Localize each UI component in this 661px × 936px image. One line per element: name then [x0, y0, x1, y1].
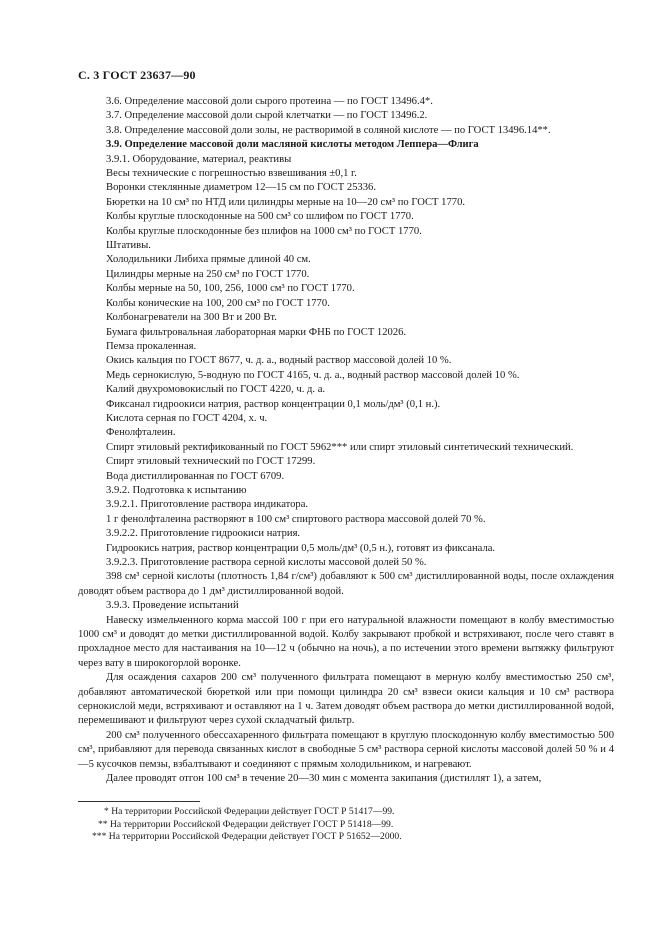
document-body [78, 95, 614, 787]
text-line: Холодильники Либиха прямые длиной 40 см. [106, 254, 311, 266]
text-line: Колбы мерные на 50, 100, 256, 1000 см³ по ГОСТ 1770. [106, 283, 355, 295]
text-line: Цилиндры мерные на 250 см³ по ГОСТ 1770. [106, 268, 310, 280]
paragraph: Для осаждения сахаров 200 см³ полученного фильтрата помещают в мерную колбу вместимостью 250 см³, добавляют автоматической бюреткой или при помощи цилиндра 20 см³ взвеси окиси кальция и 10 см³ раствора сернокислой меди, встряхивают и оставляют на 1 ч. Затем доводят объем раствора до метки дистиллированной водой, перемешивают и фильтруют через сухой складчатый фильтр. [78, 672, 614, 727]
text-line: 3.9.2. Подготовка к испытанию [106, 484, 247, 496]
page-header: С. 3 ГОСТ 23637—90 [78, 68, 196, 82]
text-line: Калий двухромовокислый по ГОСТ 4220, ч. д. а. [106, 384, 326, 396]
text-line: 3.6. Определение массовой доли сырого протеина — по ГОСТ 13496.4*. [106, 96, 433, 107]
section-heading: 3.9. Определение массовой доли масляной кислоты методом Леппера—Флига [106, 139, 479, 151]
text-line: 3.7. Определение массовой доли сырой клетчатки — по ГОСТ 13496.2. [106, 110, 428, 122]
paragraph: 398 см³ серной кислоты (плотность 1,84 г/см³) добавляют к 500 см³ дистиллированной воды, после охлаждения доводят объем раствора до 1 дм³ дистиллированной водой. [78, 571, 614, 597]
paragraph: Далее проводят отгон 100 см³ в течение 20—30 мин с момента закипания (дистиллят 1), а затем, [106, 773, 542, 785]
text-line: 3.9.2.3. Приготовление раствора серной кислоты массовой долей 50 %. [106, 557, 427, 568]
text-line: Бюретки на 10 см³ по НТД или цилиндры мерные на 10—20 см³ по ГОСТ 1770. [106, 196, 466, 208]
text-line: Гидроокись натрия, раствор концентрации 0,5 моль/дм³ (0,5 н.), готовят из фиксанала. [106, 542, 496, 554]
text-line: Окись кальция по ГОСТ 8677, ч. д. а., водный раствор массовой долей 10 %. [106, 355, 452, 367]
text-line: Колбы круглые плоскодонные на 500 см³ со шлифом по ГОСТ 1770. [106, 211, 414, 223]
paragraph: Спирт этиловый ректификованный по ГОСТ 5962*** или спирт этиловый синтетический технический. [106, 441, 574, 453]
footnotes [78, 806, 402, 844]
text-line: 3.9.2.2. Приготовление гидроокиси натрия. [106, 528, 301, 540]
text-line: Кислота серная по ГОСТ 4204, х. ч. [106, 412, 268, 424]
text-line: Спирт этиловый технический по ГОСТ 17299. [106, 456, 316, 468]
text-line: Колбонагреватели на 300 Вт и 200 Вт. [106, 312, 277, 324]
text-line: Штативы. [106, 240, 151, 252]
paragraph: Навеску измельченного корма массой 100 г при его натуральной влажности помещают в колбу вместимостью 1000 см³ и доводят до метки дистиллированной водой. Колбу закрывают пробкой и встряхивают, после чего ставят в прохладное место для настаивания на 10—12 ч (обычно на ночь), а по истечении этого времени вытяжку фильтруют через вату в широкогорлой воронке. [78, 614, 614, 669]
footnote-divider [78, 801, 200, 802]
text-line: Пемза прокаленная. [106, 340, 197, 352]
text-line: 3.9.2.1. Приготовление раствора индикатора. [106, 499, 309, 511]
text-line: Фенолфталеин. [106, 427, 176, 439]
paragraph: 200 см³ полученного обессахаренного фильтрата помещают в круглую плоскодонную колбу вместимостью 500 см³, прибавляют для перевода связанных кислот в свободные 5 см³ раствора серной кислоты массовой долей 50 % и 4—5 кусочков пемзы, взбалтывают и соединяют с прямым холодильником, и нагревают. [78, 729, 614, 770]
text-line: 3.9.1. Оборудование, материал, реактивы [106, 153, 292, 165]
text-line: Колбы конические на 100, 200 см³ по ГОСТ 1770. [106, 297, 330, 309]
text-line: 1 г фенолфталеина растворяют в 100 см³ спиртового раствора массовой долей 70 %. [106, 513, 486, 525]
text-line: Весы технические с погрешностью взвешивания ±0,1 г. [106, 168, 357, 180]
footnote: * На территории Российской Федерации действует ГОСТ Р 51417—99. [104, 806, 395, 817]
text-line: Вода дистиллированная по ГОСТ 6709. [106, 470, 285, 482]
footnote: ** На территории Российской Федерации действует ГОСТ Р 51418—99. [98, 818, 394, 830]
footnote: *** На территории Российской Федерации действует ГОСТ Р 51652—2000. [92, 831, 402, 843]
text-line: Колбы круглые плоскодонные без шлифов на 1000 см³ по ГОСТ 1770. [106, 225, 422, 237]
text-line: Медь сернокислую, 5-водную по ГОСТ 4165, ч. д. а., водный раствор массовой долей 10 %. [106, 369, 520, 381]
text-line: Фиксанал гидроокиси натрия, раствор концентрации 0,1 моль/дм³ (0,1 н.). [106, 398, 441, 410]
text-line: 3.8. Определение массовой доли золы, не растворимой в соляной кислоте — по ГОСТ 13496.14**. [106, 124, 551, 136]
text-line: Воронки стеклянные диаметром 12—15 см по ГОСТ 25336. [106, 182, 376, 194]
subsection-heading: 3.9.3. Проведение испытаний [106, 600, 239, 612]
text-line: Бумага фильтровальная лабораторная марки ФНБ по ГОСТ 12026. [106, 326, 407, 338]
